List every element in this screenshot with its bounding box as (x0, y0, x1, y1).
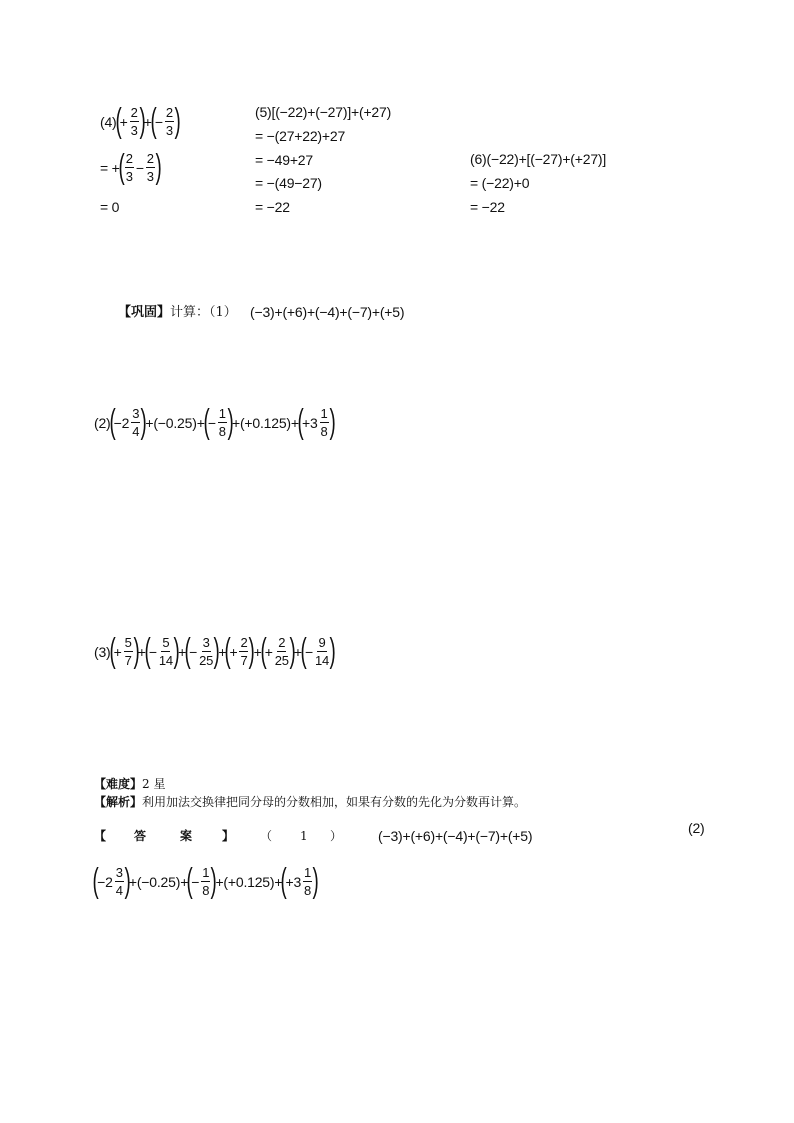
fraction: $\frac{3}{4}$ (115, 865, 123, 898)
item-2-label: (2) (94, 414, 111, 431)
consolidate-heading (118, 306, 237, 319)
fraction: $\frac{1}{8}$ (218, 406, 226, 439)
fraction: $\frac{2}{3}$ (165, 105, 173, 138)
item-1-number: （1） (209, 305, 237, 320)
consolidate-label: 计算： (170, 305, 210, 320)
fraction: $\frac{2}{3}$ (130, 105, 138, 138)
consolidate-item-3-expression: (3) ( + $\frac{5}{7}$ ) + ( − $\frac{5}{14}$ ) + ( − $\frac{3}{25}$ ) + ( + $\frac{2}{7}$ ) + ( + $\frac{2}{25}$ ) + ( − $\frac{9}{14}$ ) (94, 632, 336, 671)
problem-5-line1: (5)[(−22)+(−27)]+(+27) (255, 104, 392, 120)
fraction: $\frac{2}{25}$ (274, 635, 289, 668)
answer-2-label: (2) (688, 820, 705, 836)
problem-5-line4: = −(49−27) (255, 175, 322, 191)
fraction: $\frac{5}{7}$ (124, 635, 132, 668)
problem-4-step2: = 0 (100, 199, 120, 215)
problem-6-line1: (6)(−22)+[(−27)+(+27)] (470, 151, 607, 167)
consolidate-tag: 【巩固】 (118, 305, 171, 320)
difficulty-value: 2 星 (142, 777, 166, 791)
fraction: $\frac{1}{8}$ (320, 406, 328, 439)
sign: − (154, 113, 163, 130)
analysis-tag: 【解析】 (94, 795, 143, 809)
problem-6-line2: = (−22)+0 (470, 175, 530, 191)
problem-5-line5: = −22 (255, 199, 290, 215)
fraction: $\frac{5}{14}$ (158, 635, 173, 668)
problem-4-step1: = + ( $\frac{2}{3}$ − $\frac{2}{3}$ ) (100, 148, 162, 187)
consolidate-item-2-expression: (2) ( −2 $\frac{3}{4}$ ) + (−0.25) + ( − $\frac{1}{8}$ ) + (+0.125) + ( +3 $\frac{1}{8}$ ) (94, 403, 336, 442)
problem-4-expression: (4) ( + $\frac{2}{3}$ ) + ( − $\frac{2}{3}$ ) (100, 102, 181, 141)
fraction: $\frac{9}{14}$ (314, 635, 330, 668)
fraction: $\frac{1}{8}$ (202, 865, 210, 898)
fraction: $\frac{2}{3}$ (125, 151, 133, 184)
fraction: $\frac{3}{4}$ (132, 406, 140, 439)
problem-5-line3: = −49+27 (255, 152, 313, 168)
problem-5-line2: = −(27+22)+27 (255, 128, 346, 144)
problem-6-line3: = −22 (470, 199, 505, 215)
fraction: $\frac{1}{8}$ (304, 865, 312, 898)
consolidate-item-1-expression: (−3)+(+6)+(−4)+(−7)+(+5) (250, 304, 405, 320)
answer-1-expression: (−3)+(+6)+(−4)+(−7)+(+5) (378, 828, 533, 844)
item-3-label: (3) (94, 643, 111, 660)
fraction: $\frac{3}{25}$ (199, 635, 214, 668)
analysis-text: 利用加法交换律把同分母的分数相加，如果有分数的先化为分数再计算。 (142, 795, 527, 809)
difficulty-line (94, 778, 165, 790)
answer-2-expression: ( −2 $\frac{3}{4}$ ) + (−0.25) + ( − $\frac{1}{8}$ ) + (+0.125) + ( +3 $\frac{1}{8}$ ) (92, 862, 319, 901)
sign: + (119, 113, 128, 130)
fraction: $\frac{2}{7}$ (240, 635, 248, 668)
fraction: $\frac{2}{3}$ (146, 151, 154, 184)
problem-4-label: (4) (100, 113, 117, 130)
difficulty-tag: 【难度】 (94, 777, 143, 791)
analysis-line (94, 796, 526, 808)
